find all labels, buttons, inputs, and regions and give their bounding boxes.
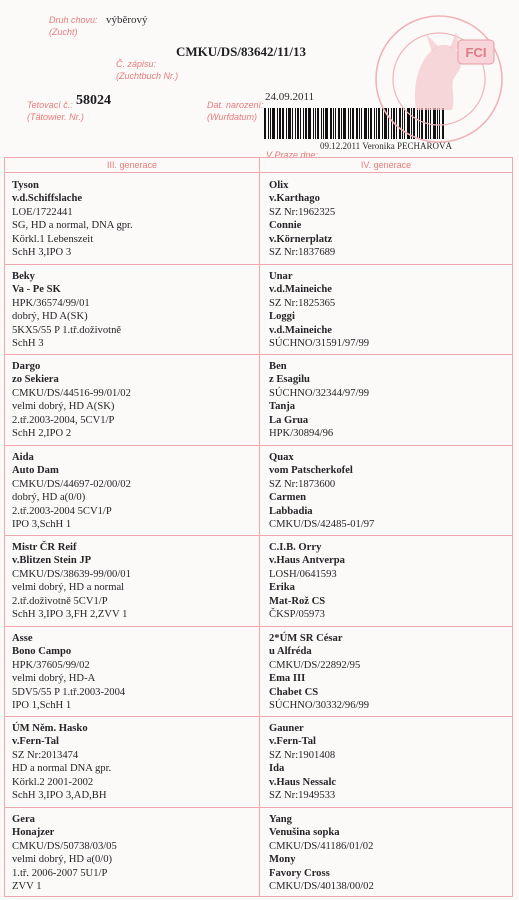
dog-name-line: z Esagilu (269, 374, 310, 386)
barcode-bar (321, 108, 322, 139)
dog-info-line: dobrý, HD a(0/0) (12, 492, 86, 504)
dog-name-line: Beky (12, 271, 35, 282)
dog-name-line: v.Fern-Tal (12, 736, 59, 748)
dog-info-line: CMKU/DS/42485-01/97 (269, 519, 375, 531)
dog-name-line: Aida (12, 452, 34, 463)
dog-info-line: 2.tř.doživotně 5CV1/P (12, 595, 108, 607)
dog-name-line: v.Körnerplatz (269, 233, 333, 245)
breed-label: Druh chovu: (Zucht) (49, 15, 98, 37)
studbook-number: CMKU/DS/83642/11/13 (176, 44, 307, 59)
signature-line: 09.12.2011 Veronika PECHAROVÁ (320, 141, 452, 151)
dog-name-line: Labbadia (269, 505, 313, 517)
barcode-bar (348, 108, 349, 139)
barcode-bar (288, 108, 291, 139)
dog-info-line: CMKU/DS/22892/95 (269, 659, 361, 671)
pedigree-cell-gen3 (12, 541, 131, 621)
header-divider (5, 172, 512, 173)
barcode-bar (286, 108, 287, 139)
dog-info-line: SZ Nr:1949533 (269, 790, 336, 802)
pedigree-cell-gen3 (12, 813, 117, 893)
dog-name-line: Gauner (269, 723, 304, 734)
dog-info-line: 5DV5/55 P 1.tř.2003-2004 (12, 686, 126, 698)
row-divider (5, 445, 512, 446)
dog-info-line: SchH 3,IPO 3,AD,BH (12, 790, 107, 802)
barcode-bar (277, 108, 278, 139)
place-date-label: V Praze dne: (266, 150, 319, 160)
dog-info-line: 1.tř. 2006-2007 5U1/P (12, 867, 108, 879)
barcode-bar (356, 108, 358, 139)
dog-info-line: SÚCHNO/32344/97/99 (269, 387, 370, 399)
dog-info-line: CMKU/DS/38639-99/00/01 (12, 568, 131, 580)
barcode-bar (333, 108, 334, 139)
column-divider (259, 158, 260, 896)
dog-name-line: Ema III (269, 673, 306, 685)
dog-info-line: IPO 1,SchH 1 (12, 700, 72, 712)
dog-info-line: SchH 2,IPO 2 (12, 428, 72, 440)
dog-info-line: SZ Nr:1873600 (269, 478, 336, 490)
dog-info-line: velmi dobrý, HD A(SK) (12, 401, 115, 413)
pedigree-cell-gen4 (269, 179, 335, 259)
dog-name-line: zo Sekiera (12, 374, 59, 386)
dog-name-line: v.Haus Nessalc (269, 776, 337, 788)
pedigree-cell-gen4 (269, 270, 369, 350)
dog-name-line: v.Karthago (269, 193, 320, 205)
dog-name-line: Yang (269, 814, 292, 825)
dog-name-line: ÚM Něm. Hasko (12, 723, 88, 734)
dog-name-line: vom Patscherkofel (269, 465, 353, 477)
dog-info-line: CMKU/DS/44697-02/00/02 (12, 478, 131, 490)
barcode-bar (341, 108, 342, 139)
pedigree-cell-gen3 (12, 179, 133, 259)
pedigree-table (4, 157, 513, 897)
barcode-bar (317, 108, 319, 139)
barcode-bar (292, 108, 293, 139)
dog-info-line: CMKU/DS/44516-99/01/02 (12, 387, 131, 399)
dog-name-line: Ida (269, 763, 285, 775)
dog-info-line: SZ Nr:1962325 (269, 206, 336, 218)
dog-info-line: SZ Nr:1901408 (269, 749, 336, 761)
dog-name-line: v.Fern-Tal (269, 736, 316, 748)
dog-name-line: v.d.Schiffslache (12, 193, 83, 205)
dog-name-line: Unar (269, 271, 293, 282)
dog-info-line: SchH 3 (12, 338, 44, 350)
dog-name-line: Favory Cross (269, 867, 330, 879)
pedigree-cell-gen4 (269, 451, 374, 531)
barcode-bar (303, 108, 304, 139)
dog-info-line: CMKU/DS/40138/00/02 (269, 881, 374, 893)
dog-info-line: SZ Nr:1837689 (269, 247, 336, 259)
dog-info-line: SG, HD a normal, DNA gpr. (12, 220, 133, 232)
pedigree-cell-gen4 (269, 632, 369, 712)
dog-name-line: Tanja (269, 401, 296, 413)
pedigree-cell-gen4 (269, 541, 345, 621)
dog-name-line: Quax (269, 452, 294, 463)
dog-name-line: Dargo (12, 361, 41, 372)
barcode-bar (295, 108, 296, 139)
dog-name-line: C.I.B. Orry (269, 542, 322, 553)
fci-seal-stamp (372, 12, 506, 146)
dog-name-line: Ben (269, 361, 287, 372)
breed-value: výběrový (106, 14, 148, 26)
barcode-bar (268, 108, 269, 139)
dog-name-line: v.d.Maineiche (269, 324, 332, 336)
barcode-bar (305, 108, 307, 139)
row-divider (5, 535, 512, 536)
dog-name-line: Va - Pe SK (12, 284, 61, 296)
pedigree-cell-gen3 (12, 270, 121, 350)
dog-info-line: IPO 3,SchH 1 (12, 519, 72, 531)
dog-info-line: CMKU/DS/41186/01/02 (269, 840, 374, 852)
dog-name-line: Venušina sopka (269, 827, 340, 839)
dog-name-line: Honajzer (12, 827, 55, 839)
barcode-bar (270, 108, 271, 139)
dog-name-line: Gera (12, 814, 35, 825)
dog-info-line: SÚCHNO/31591/97/99 (269, 338, 370, 350)
barcode-bar (282, 108, 284, 139)
barcode-bar (350, 108, 351, 139)
dog-info-line: SÚCHNO/30332/96/99 (269, 700, 370, 712)
seal-text: FCI (465, 45, 487, 60)
dog-name-line: Erika (269, 582, 295, 594)
dog-info-line: 2.tř.2003-2004 5CV1/P (12, 505, 112, 517)
column-header-gen3: III. generace (106, 160, 158, 170)
pedigree-cell-gen3 (12, 632, 125, 712)
dog-info-line: HPK/30894/96 (269, 428, 334, 440)
dog-info-line: 2.tř.2003-2004, 5CV1/P (12, 414, 115, 426)
barcode-bar (343, 108, 346, 139)
dog-info-line: velmi dobrý, HD-A (12, 673, 96, 685)
dog-info-line: velmi dobrý, HD a normal (12, 582, 125, 594)
birth-date: 24.09.2011 (265, 91, 315, 103)
pedigree-cell-gen3 (12, 451, 131, 531)
row-divider (5, 807, 512, 808)
row-divider (5, 354, 512, 355)
row-divider (5, 626, 512, 627)
barcode-bar (359, 108, 360, 139)
dog-name-line: 2*ÚM SR César (269, 633, 343, 644)
barcode-bar (308, 108, 311, 139)
barcode-bar (323, 108, 324, 139)
dog-name-line: v.Blitzen Stein JP (12, 555, 92, 567)
barcode-bar (352, 108, 354, 139)
dog-name-line: v.Haus Antverpa (269, 555, 345, 567)
dog-name-line: Chabet CS (269, 686, 319, 698)
dog-info-line: LOE/1722441 (12, 206, 73, 218)
dog-name-line: Asse (12, 633, 33, 644)
dog-name-line: Mat-Rož CS (269, 595, 326, 607)
barcode-bar (361, 108, 362, 139)
barcode-bar (300, 108, 301, 139)
dog-info-line: SchH 3,IPO 3,FH 2,ZVV 1 (12, 609, 128, 621)
dog-info-line: HPK/36574/99/01 (12, 297, 90, 309)
birth-date-label: Dat. narození: (Wurfdatum) (207, 100, 264, 122)
dog-name-line: Mistr ČR Reif (12, 542, 77, 553)
dog-name-line: La Grua (269, 414, 309, 426)
dog-name-line: u Alfréda (269, 646, 312, 658)
barcode-bar (272, 108, 275, 139)
barcode-bar (313, 108, 314, 139)
dog-name-line: v.d.Maineiche (269, 284, 332, 296)
dog-info-line: dobrý, HD A(SK) (12, 311, 88, 323)
barcode-bar (315, 108, 316, 139)
dog-name-line: Connie (269, 220, 302, 232)
dog-name-line: Tyson (12, 180, 39, 191)
dog-info-line: SZ Nr:2013474 (12, 749, 79, 761)
studbook-label: Č. zápisu: (Zuchtbuch Nr.) (116, 59, 179, 81)
pedigree-cell-gen4 (269, 360, 369, 440)
barcode-bar (338, 108, 340, 139)
barcode-bar (264, 108, 266, 139)
dog-name-line: Mony (269, 854, 296, 866)
row-divider (5, 716, 512, 717)
dog-info-line: Körkl.1 Lebenszeit (12, 233, 94, 245)
dog-info-line: CMKU/DS/50738/03/05 (12, 840, 117, 852)
barcode-bar (279, 108, 281, 139)
barcode-bar (330, 108, 332, 139)
barcode-bar (364, 108, 367, 139)
pedigree-cell-gen3 (12, 360, 131, 440)
row-divider (5, 264, 512, 265)
dog-info-line: ZVV 1 (12, 881, 42, 893)
dog-info-line: LOSH/0641593 (269, 568, 337, 580)
dog-name-line: Carmen (269, 492, 307, 504)
dog-info-line: Körkl.2 2001-2002 (12, 776, 94, 788)
tattoo-number: 58024 (76, 93, 111, 108)
pedigree-cell-gen4 (269, 722, 336, 802)
dog-info-line: SchH 3,IPO 3 (12, 247, 72, 259)
tattoo-label: Tetovací č.: (Tätowier. Nr.) (27, 100, 84, 122)
column-header-gen4: IV. generace (360, 160, 412, 170)
dog-info-line: velmi dobrý, HD a(0/0) (12, 854, 113, 866)
dog-info-line: HD a normal DNA gpr. (12, 763, 112, 775)
dog-info-line: ČKSP/05973 (269, 609, 325, 621)
pedigree-cell-gen3 (12, 722, 111, 802)
barcode-bar (368, 108, 369, 139)
barcode-bar (325, 108, 328, 139)
dog-name-line: Bono Campo (12, 646, 72, 658)
dog-name-line: Loggi (269, 311, 295, 323)
pedigree-cell-gen4 (269, 813, 374, 893)
barcode-bar (335, 108, 336, 139)
dog-name-line: Olix (269, 180, 289, 191)
barcode-bar (297, 108, 299, 139)
dog-info-line: HPK/37605/99/02 (12, 659, 90, 671)
dog-info-line: SZ Nr:1825365 (269, 297, 336, 309)
dog-info-line: 5KX5/55 P 1.tř.doživotně (12, 324, 122, 336)
dog-name-line: Auto Dam (12, 465, 59, 477)
